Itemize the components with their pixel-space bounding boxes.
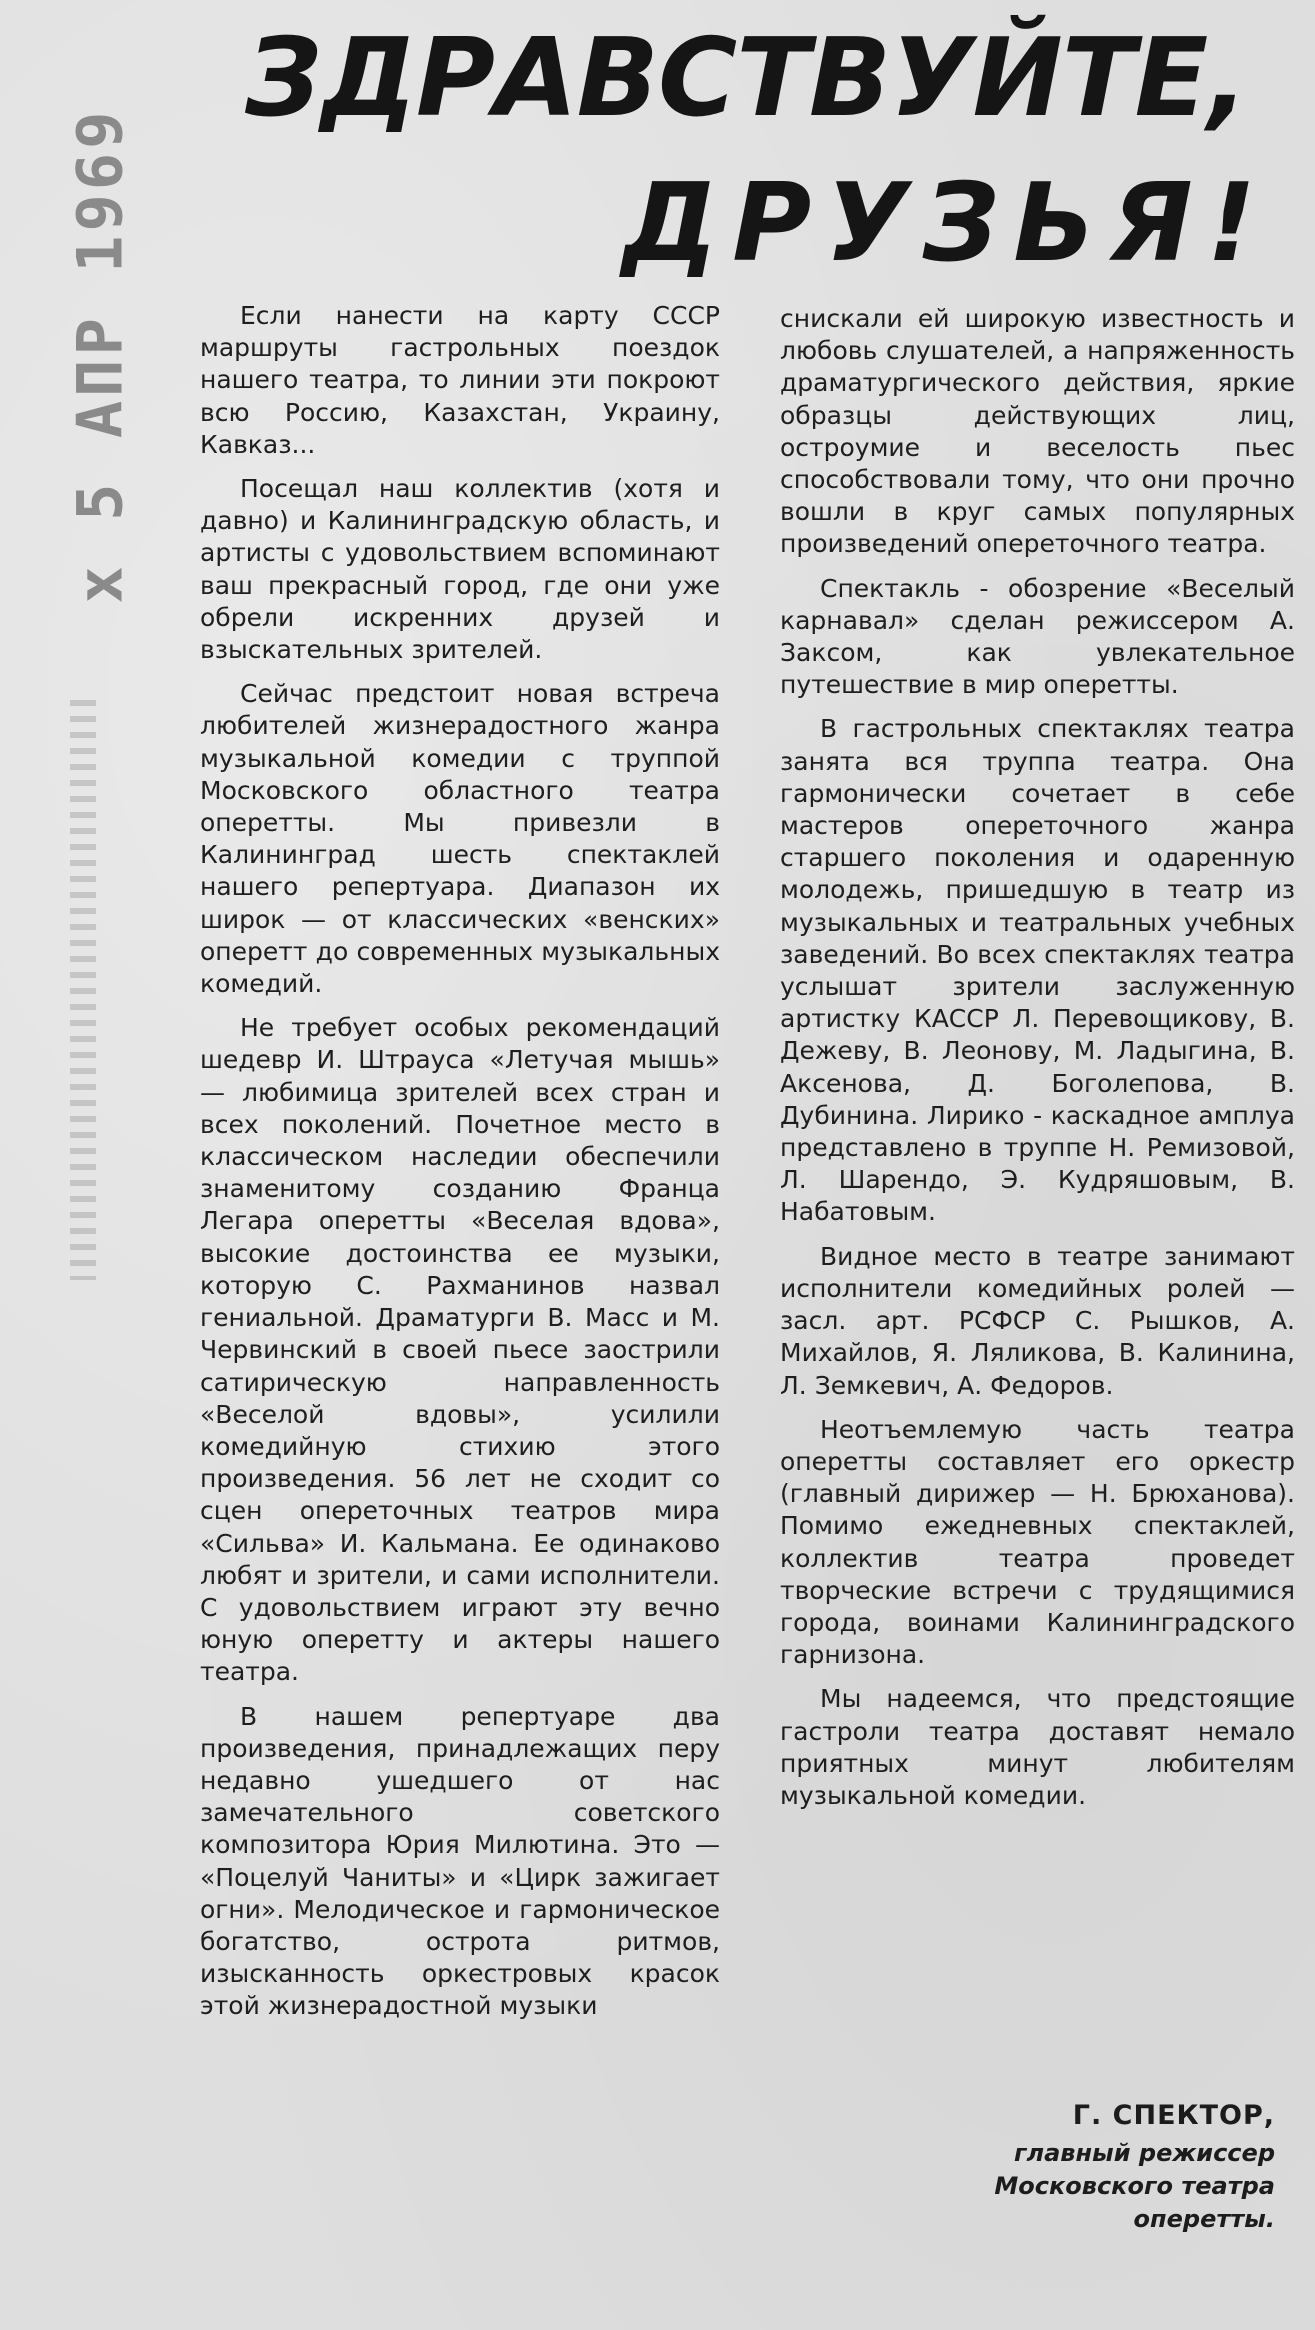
author-signature <box>855 2100 1275 2236</box>
article-left-column <box>200 300 720 2035</box>
author-role-line-2: Московского театра <box>994 2172 1275 2200</box>
author-name: Г. СПЕКТОР, <box>1072 2100 1275 2131</box>
date-stamp <box>40 107 160 603</box>
paragraph: Видное место в театре занимают исполнители комедийных ролей — засл. арт. РСФСР С. Рышков, А. Михайлов, Я. Ляликова, В. Калинина, Л. Земкевич, А. Федоров. <box>780 1241 1295 1400</box>
paragraph: В гастрольных спектаклях театра занята вся труппа театра. Она гармонически сочетает в себе мастеров опереточного жанра старшего поколения и одаренную молодежь, пришедшую в театр из музыкальных и театральных учебных заведений. Во всех спектаклях театра услышат зрители заслуженную артистку КАССР Л. Перевощикову, В. Дежеву, В. Леонову, М. Ладыгина, В. Аксенова, Д. Боголепова, В. Дубинина. Лирико - каскадное амплуа представлено в труппе Н. Ремизовой, Л. Шарендо, Э. Кудряшовым, В. Набатовым. <box>780 714 1295 1227</box>
margin-stamp-marks <box>70 700 96 1280</box>
paragraph: В нашем репертуаре два произведения, принадлежащих перу недавно ушедшего от нас замечательного советского композитора Юрия Милютина. Это — «Поцелуй Чаниты» и «Цирк зажигает огни». Мелодическое и гармоническое богатство, острота ритмов, изысканность оркестровых красок этой жизнерадостной музыки <box>200 1701 720 2021</box>
headline-line-2: ДРУЗЬЯ! <box>621 161 1270 286</box>
date-stamp-text: x 5 АПР 1969 <box>63 107 137 603</box>
article-right-column <box>780 303 1295 1824</box>
paragraph: Сейчас предстоит новая встреча любителей жизнерадостного жанра музыкальной комедии с труппой Московского областного театра оперетты. Мы привезли в Калининград шесть спектаклей нашего репертуара. Диапазон их широк — от классических «венских» оперетт до современных музыкальных комедий. <box>200 679 720 999</box>
author-role-line-1: главный режиссер <box>1013 2139 1275 2167</box>
author-role-line-3: оперетты. <box>1133 2205 1275 2233</box>
paragraph: Спектакль - обозрение «Веселый карнавал» сделан режиссером А. Заксом, как увлекательное путешествие в мир оперетты. <box>780 573 1295 700</box>
paragraph: Неотъемлемую часть театра оперетты составляет его оркестр (главный дирижер — Н. Брюханова). Помимо ежедневных спектаклей, коллектив театра проведет творческие встречи с трудящимися города, воинами Калининградского гарнизона. <box>780 1414 1295 1670</box>
paragraph: Если нанести на карту СССР маршруты гастрольных поездок нашего театра, то линии эти покроют всю Россию, Казахстан, Украину, Кавказ... <box>200 301 720 459</box>
paragraph-continued: снискали ей широкую известность и любовь слушателей, а напряженность драматургического действия, яркие образцы действующих лиц, остроумие и веселость пьес способствовали тому, что они прочно вошли в круг самых популярных произведений опереточного театра. <box>780 304 1295 559</box>
paragraph: Посещал наш коллектив (хотя и давно) и Калининградскую область, и артисты с удовольствием вспоминают ваш прекрасный город, где они уже обрели искренних друзей и взыскательных зрителей. <box>200 474 720 665</box>
article-headline <box>245 16 1285 310</box>
paragraph: Мы надеемся, что предстоящие гастроли театра доставят немало приятных минут любителям музыкальной комедии. <box>780 1684 1295 1810</box>
paragraph: Не требует особых рекомендаций шедевр И. Штрауса «Летучая мышь» — любимица зрителей всех стран и всех поколений. Почетное место в классическом наследии обеспечили знаменитому созданию Франца Легара оперетты «Веселая вдова», высокие достоинства ее музыки, которую С. Рахманинов назвал гениальной. Драматурги В. Масс и М. Червинский в своей пьесе заострили сатирическую направленность «Веселой вдовы», усилили комедийную стихию этого произведения. 56 лет не сходит со сцен опереточных театров мира «Сильва» И. Кальмана. Ее одинаково любят и зрители, и сами исполнители. С удовольствием играют эту вечно юную оперетту и актеры нашего театра. <box>200 1013 720 1687</box>
headline-line-1: ЗДРАВСТВУЙТЕ, <box>245 16 1248 141</box>
